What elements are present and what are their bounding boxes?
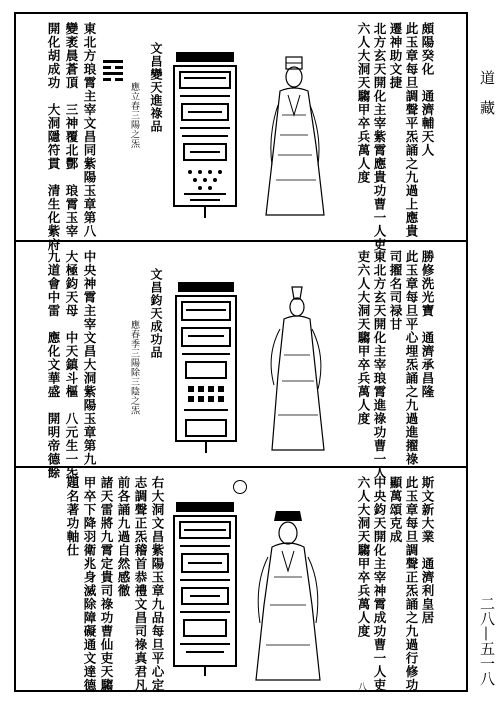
s3-text-col: 此玉章每旦調聲正炁誦之九過行修功	[404, 476, 419, 692]
s3-summary-col: 甲卒下降羽衛兆身滅除障礙通文達德	[82, 476, 97, 692]
s1-text-col: 此玉章每旦調聲平炁誦之九過上應貴	[404, 22, 419, 238]
section-title: 文昌變天進祿品	[149, 42, 163, 133]
s1-verse-col: 開化胡成功 大洞隱符貫 清生化紫府	[46, 22, 61, 252]
s3-summary-col: 諸天雷將九霄定貴司祿功曹仙吏天騶	[99, 476, 114, 692]
deity-figure	[258, 55, 334, 220]
collection-title: 道 藏	[478, 70, 496, 115]
s2-text-col: 東北方玄天開化主宰琅霄進祿功曹一人	[372, 250, 387, 480]
s3-text-col: 中央鈞天開化主宰神霄成功曹一人吏	[372, 476, 387, 692]
s2-text-col: 此玉章每旦平心埋炁誦之九過進擢祿	[404, 250, 419, 466]
s1-text-col: 六人大洞天騶甲卒兵萬人度	[356, 22, 371, 184]
footer-mark: 八	[358, 683, 368, 693]
deity-figure	[248, 505, 328, 685]
s3-text-col: 顯萬頌克成	[388, 476, 403, 544]
s2-text-col: 吏六人大洞天騶甲卒兵萬人度	[356, 250, 371, 426]
section-title: 文昌鈞天成功品	[149, 268, 163, 359]
s1-verse-col: 變袤晨蒼頂 三神覆北酆 琅霄玉宰	[64, 22, 79, 238]
talisman-seal	[170, 500, 242, 678]
s1-verse-col: 東北方琅霄主宰文昌同紫陽玉章第八	[82, 22, 97, 238]
section-divider	[14, 240, 468, 242]
talisman-seal	[170, 48, 245, 220]
s2-text-col: 勝修洗光寶 通濟承昌隆	[420, 250, 435, 399]
circle-mark-icon	[233, 480, 247, 494]
s3-summary-col: 右大洞文昌紫陽玉章九品每旦平心定	[150, 476, 165, 692]
s2-verse-col: 大極鈞天母 中天鎮斗樞 八元生一炁	[64, 250, 79, 480]
s3-text-col: 六人大洞天騶甲卒兵萬人度	[356, 476, 371, 638]
s3-summary-col: 志調聲正炁稽首恭禮文昌司祿真君凡	[133, 476, 148, 692]
s1-text-col: 北方玄天開化主宰紫霄應貴功曹一人吏	[372, 22, 387, 252]
talisman-seal	[172, 280, 242, 455]
s2-verse-col: 九道會中雷 應化文華盛 開明帝德餘	[46, 250, 61, 480]
s3-text-col: 斯文新大業 通濟利皇居	[420, 476, 435, 625]
s3-summary-col: 題名著功軸仕	[65, 476, 80, 557]
s1-text-col: 遷神助文捷	[388, 22, 403, 90]
s1-text-col: 頗陽癸化 通濟輔天人	[420, 22, 435, 157]
page-number: 二八—五一八	[478, 596, 496, 686]
section-note: 應春季三陽除三陰之炁	[129, 320, 139, 415]
trigram-icon	[102, 58, 124, 82]
section-note: 應立春三陽之炁	[129, 82, 139, 149]
s2-text-col: 司擢名司禄甘	[388, 250, 403, 331]
s3-summary-col: 前各誦九過自然感徹	[116, 476, 131, 598]
deity-figure	[262, 285, 332, 455]
section-divider	[14, 466, 468, 468]
s2-verse-col: 中央神霄主宰文昌大洞紫陽玉章第九	[82, 250, 97, 466]
